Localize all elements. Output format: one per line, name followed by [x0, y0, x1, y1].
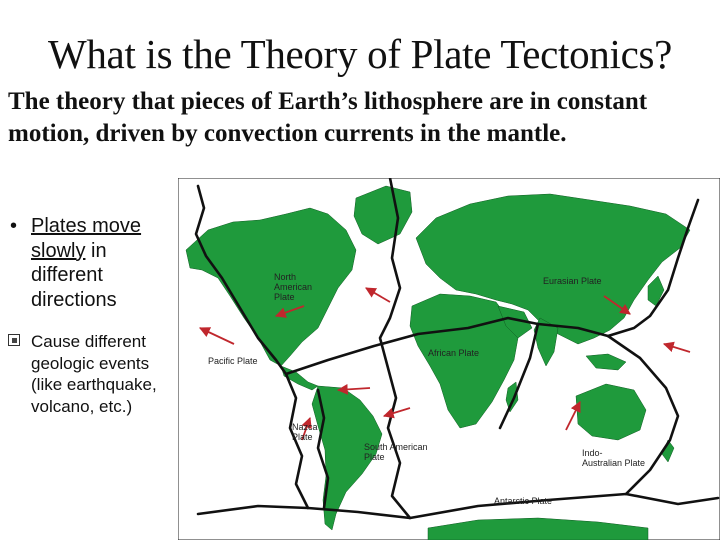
- label-eurasian-plate: Eurasian Plate: [543, 276, 602, 286]
- bullet-dot-icon: •: [10, 215, 18, 237]
- bullet-geologic-events: [8, 331, 178, 417]
- label-african-plate: African Plate: [428, 348, 480, 358]
- plate-tectonics-map: [178, 178, 720, 540]
- bullet-list: [8, 214, 178, 417]
- australia-landmass: [576, 384, 646, 440]
- bullet-rest-text: in different directions: [31, 239, 117, 311]
- bullet-geologic-text: Cause different geologic events (like earthquake, volcano, etc.): [31, 332, 157, 416]
- label-north-american-plate: North American Plate: [274, 272, 313, 302]
- label-pacific-plate: Pacific Plate: [208, 356, 258, 366]
- slide-title: What is the Theory of Plate Tectonics?: [47, 31, 673, 77]
- label-indo-australian-plate: Indo- Australian Plate: [582, 448, 646, 468]
- bullet-plates-move: [8, 214, 178, 312]
- intro-paragraph: The theory that pieces of Earth’s lithosphere are in constant motion, driven by convection currents in the mantle.: [8, 88, 648, 147]
- checkbox-bullet-icon: [8, 334, 20, 346]
- label-nazca-plate: Nazca Plate: [292, 422, 318, 442]
- bullet-underlined-text: Plates move slowly: [31, 215, 142, 262]
- label-antarctic-plate: Antarctic Plate: [494, 496, 553, 506]
- label-south-american-plate: South American Plate: [364, 442, 428, 462]
